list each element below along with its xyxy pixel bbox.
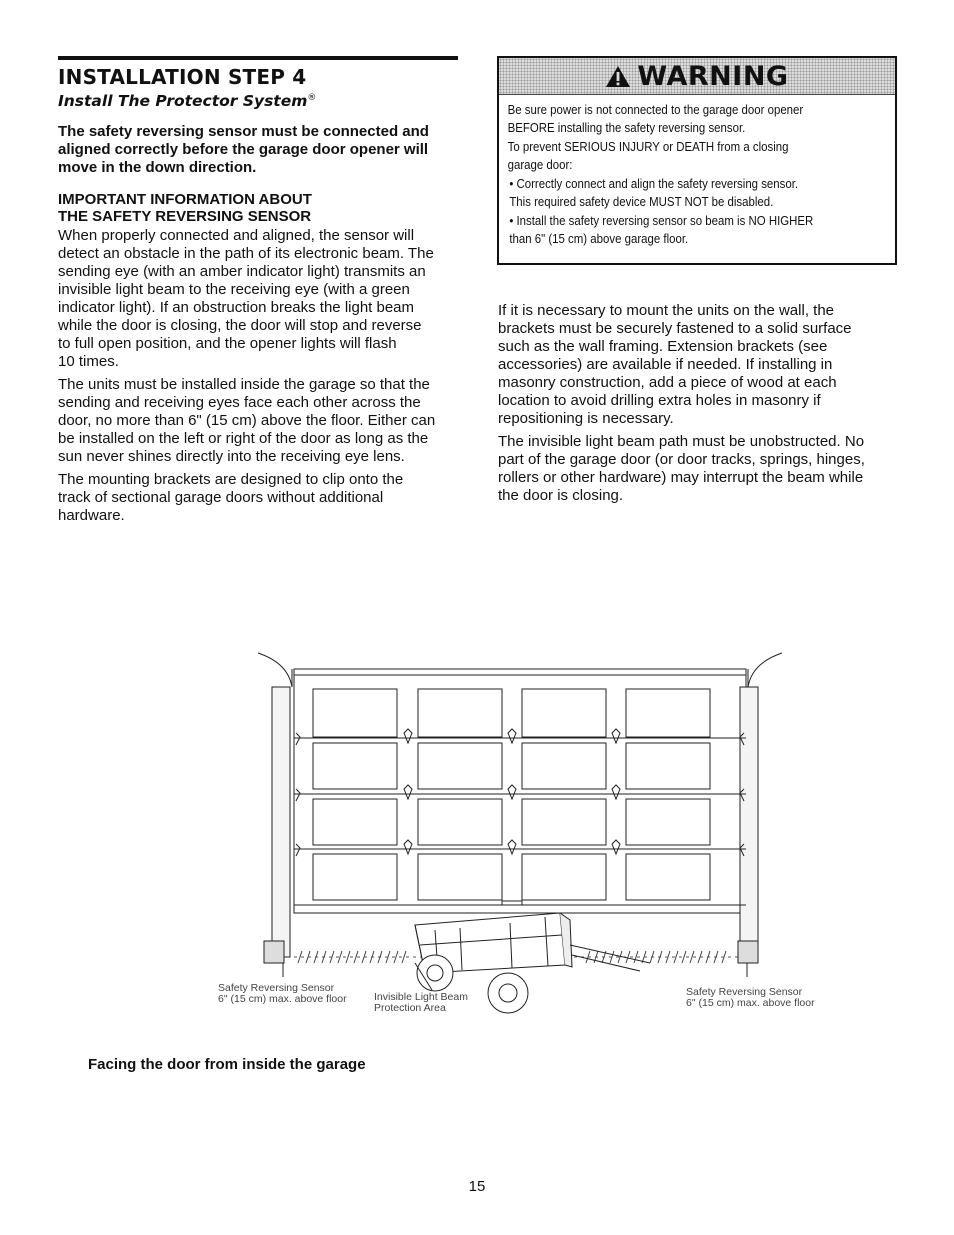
- step-title: INSTALLATION STEP 4: [58, 65, 307, 89]
- paragraph-line: The units must be installed inside the garage so that the: [58, 376, 430, 394]
- warning-line-text: garage door:: [507, 157, 573, 172]
- paragraph-line: masonry construction, add a piece of wood at each: [498, 374, 837, 391]
- warning-bullet-text: This required safety device MUST NOT be disabled.: [509, 194, 774, 209]
- paragraph-line: be installed on the left or right of the door as long as the: [58, 430, 429, 448]
- right-column: [498, 302, 898, 510]
- paragraph-line: 10 times.: [58, 353, 119, 371]
- paragraph-line: hardware.: [58, 507, 125, 525]
- warning-box: [497, 56, 897, 265]
- warning-bullet: [508, 212, 886, 248]
- warning-bullet-text: • Correctly connect and align the safety reversing sensor.: [509, 176, 799, 191]
- paragraph-installation-position: [58, 376, 458, 466]
- paragraph-line: sun never shines directly into the receiving eye lens.: [58, 448, 405, 466]
- paragraph-line: When properly connected and aligned, the sensor will: [58, 227, 415, 245]
- section-heading: [58, 191, 458, 225]
- figure-caption: Facing the door from inside the garage: [88, 1056, 366, 1073]
- warning-line-text: To prevent SERIOUS INJURY or DEATH from a closing: [507, 139, 789, 154]
- paragraph-line: accessories) are available if needed. If installing in: [498, 356, 833, 373]
- paragraph-line: location to avoid drilling extra holes in masonry if: [498, 392, 821, 409]
- left-column: [58, 56, 458, 530]
- paragraph-line: the door is closing.: [498, 487, 624, 504]
- label-line: 6" (15 cm) max. above floor: [686, 997, 815, 1009]
- paragraph-mounting-brackets: [58, 471, 458, 525]
- section-heading-line: THE SAFETY REVERSING SENSOR: [58, 208, 312, 226]
- warning-triangle-icon: [605, 65, 631, 88]
- subtitle-text: Install The Protector System: [58, 92, 308, 111]
- paragraph-line: while the door is closing, the door will stop and reverse: [58, 317, 422, 335]
- warning-bullet-text: • Install the safety reversing sensor so beam is NO HIGHER: [509, 213, 814, 228]
- paragraph-line: brackets must be securely fastened to a solid surface: [498, 320, 852, 337]
- right-sensor-label: [686, 987, 815, 1009]
- left-sensor-label: [218, 983, 347, 1005]
- warning-bullet: [508, 175, 886, 211]
- label-line: 6" (15 cm) max. above floor: [218, 993, 347, 1005]
- paragraph-line: The invisible light beam path must be unobstructed. No: [498, 433, 865, 450]
- paragraph-line: sending and receiving eyes face each other across the: [58, 394, 421, 412]
- warning-bullet-text: than 6" (15 cm) above garage floor.: [509, 231, 689, 246]
- label-line: Protection Area: [374, 1002, 446, 1014]
- paragraph-line: track of sectional garage doors without additional: [58, 489, 384, 507]
- section-heading-line: IMPORTANT INFORMATION ABOUT: [58, 191, 312, 209]
- garage-door-diagram: [210, 645, 830, 1025]
- paragraph-line: sending eye (with an amber indicator light) transmits an: [58, 263, 426, 281]
- intro-line: The safety reversing sensor must be connected and: [58, 123, 429, 141]
- label-line: Safety Reversing Sensor: [218, 982, 335, 994]
- warning-line-text: Be sure power is not connected to the garage door opener: [507, 102, 804, 117]
- page-number: 15: [468, 1178, 486, 1195]
- intro-line: move in the down direction.: [58, 159, 257, 177]
- paragraph-sensor-operation: [58, 227, 458, 371]
- paragraph-line: rollers or other hardware) may interrupt the beam while: [498, 469, 864, 486]
- warning-line-text: BEFORE installing the safety reversing sensor.: [507, 120, 746, 135]
- paragraph-wall-mounting: [498, 302, 898, 428]
- paragraph-beam-path: [498, 433, 898, 505]
- intro-line: aligned correctly before the garage door opener will: [58, 141, 429, 159]
- label-line: Safety Reversing Sensor: [686, 986, 803, 998]
- paragraph-line: door, no more than 6" (15 cm) above the floor. Either can: [58, 412, 436, 430]
- paragraph-line: indicator light). If an obstruction breaks the light beam: [58, 299, 415, 317]
- warning-text: [499, 95, 895, 248]
- intro-warning-text: [58, 123, 458, 177]
- paragraph-line: detect an obstacle in the path of its electronic beam. The: [58, 245, 434, 263]
- paragraph-line: repositioning is necessary.: [498, 410, 674, 427]
- warning-line: [508, 138, 886, 174]
- paragraph-line: The mounting brackets are designed to clip onto the: [58, 471, 404, 489]
- warning-line: [508, 101, 886, 137]
- warning-banner: [499, 58, 895, 95]
- paragraph-line: to full open position, and the opener lights will flash: [58, 335, 397, 353]
- paragraph-line: such as the wall framing. Extension brackets (see: [498, 338, 828, 355]
- paragraph-line: part of the garage door (or door tracks, springs, hinges,: [498, 451, 865, 468]
- beam-area-label: [374, 992, 468, 1014]
- warning-title: WARNING: [637, 60, 789, 92]
- subtitle: [58, 88, 458, 111]
- paragraph-line: If it is necessary to mount the units on the wall, the: [498, 302, 835, 319]
- paragraph-line: invisible light beam to the receiving eye (with a green: [58, 281, 410, 299]
- label-line: Invisible Light Beam: [374, 991, 468, 1003]
- registered-mark: ®: [307, 93, 317, 103]
- heading-rule: [58, 56, 458, 60]
